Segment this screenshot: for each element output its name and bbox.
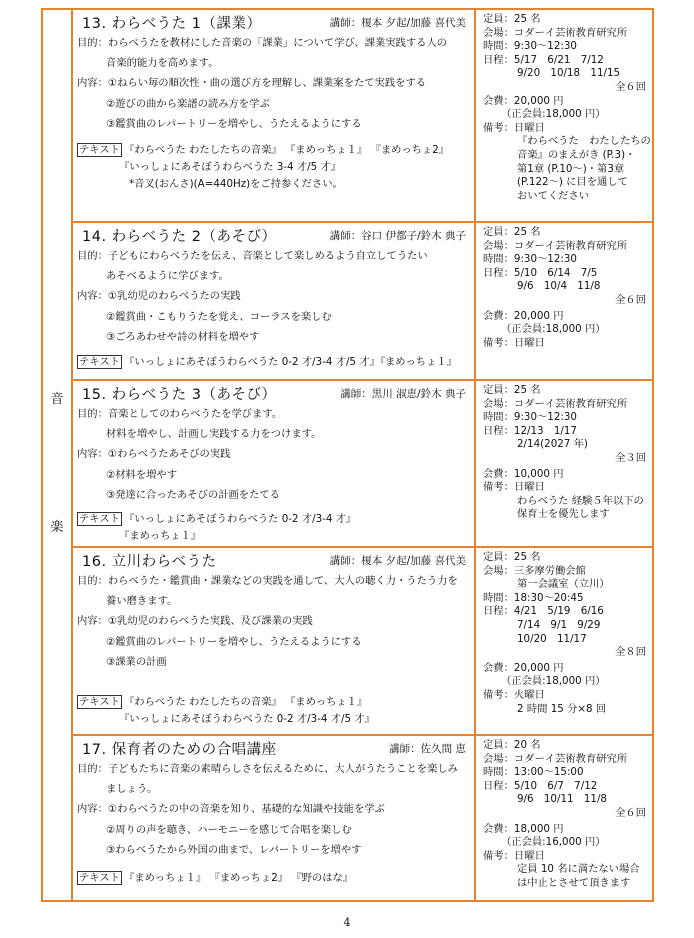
info-line: 会場：コダーイ芸術教育研究所 — [483, 752, 628, 765]
course-info — [478, 223, 652, 379]
content-line: 内容：①ねらい毎の順次性・曲の選び方を理解し、課業案をたて実践をする — [77, 77, 427, 90]
text-label: テキスト — [79, 696, 120, 709]
purpose-line: 目的：わらべうたを教材にした音楽の「課業」について学び、課業実践する人の — [77, 37, 448, 49]
course-description — [73, 223, 476, 379]
text-line: 『まめっちょ１』 — [119, 530, 202, 543]
content-line: 内容：①わらべうたあそびの実践 — [77, 448, 231, 461]
info-line: （正会員:18,000 円） — [501, 323, 606, 336]
info-line: 音楽』のまえがき (P.3)・ — [517, 148, 636, 161]
info-line: 9/6 10/4 11/8 — [517, 280, 601, 293]
info-line: 全６回 — [615, 80, 646, 93]
info-line: 会費：20,000 円 — [483, 309, 564, 322]
info-line: 会費：10,000 円 — [483, 467, 564, 480]
info-line: 全６回 — [615, 806, 646, 819]
info-line: 時間：13:00～15:00 — [483, 766, 584, 779]
page-number: 4 — [343, 916, 351, 929]
content-line: ②鑑賞曲・こもりうたを覚え、コーラスを楽しむ — [106, 310, 332, 323]
course-13 — [73, 10, 652, 223]
course-title: 17. 保育者のための合唱講座 — [82, 742, 277, 758]
content-line: ③発達に合ったあそびの計画をたてる — [106, 488, 280, 501]
course-title: 15. わらべうた 3（あそび） — [82, 387, 277, 403]
course-info — [478, 10, 652, 221]
info-line: 会場：三多摩労働会館 — [483, 564, 586, 577]
course-instructor: 講師：榎本 夕起/加藤 喜代美 — [329, 17, 466, 29]
content-line: ③ごろあわせや詩の材料を増やす — [106, 330, 260, 343]
text-line: テキスト 『いっしょにあそぼうわらべうた 0-2 才/3-4 才』 — [79, 513, 357, 526]
info-line: 時間：9:30～12:30 — [483, 411, 577, 424]
info-line: 第1章 (P.10～)・第3章 — [517, 162, 625, 175]
purpose-line: 材料を増やし、計画し実践する力をつけます。 — [106, 428, 322, 441]
info-line: 2 時間 15 分×8 回 — [517, 702, 607, 715]
text-line: テキスト 『いっしょにあそぼうわらべうた 0-2 才/3-4 才/5 才』『まめっちょ１』 — [79, 356, 457, 369]
content-line: ②材料を増やす — [106, 468, 178, 481]
info-line: 会場：コダーイ芸術教育研究所 — [483, 397, 628, 410]
course-instructor: 講師：佐久間 恵 — [389, 743, 466, 755]
purpose-line: 目的：子どもたちに音楽の素晴らしさを伝えるために、大人がうたうことを楽しみ — [77, 763, 458, 775]
info-line: 定員：25 名 — [483, 551, 541, 563]
info-line: 備考：火曜日 — [483, 688, 545, 701]
course-instructor: 講師：谷口 伊都子/鈴木 典子 — [329, 230, 466, 242]
course-17 — [73, 736, 652, 902]
purpose-line: 音楽的能力を高めます。 — [106, 57, 219, 70]
info-line: 日程：5/10 6/14 7/5 — [483, 266, 598, 279]
course-title: 13. わらべうた 1（課業） — [82, 16, 262, 32]
info-line: 備考：日曜日 — [483, 336, 545, 349]
course-info — [478, 736, 652, 902]
info-line: 会費：20,000 円 — [483, 94, 564, 107]
purpose-line: あそべるように学びます。 — [106, 270, 229, 283]
course-description — [73, 381, 476, 546]
course-title: 16. 立川わらべうた — [82, 554, 217, 570]
course-table — [41, 8, 654, 902]
purpose-line: ましょう。 — [106, 783, 158, 796]
content-line: ③わらべうたから外国の曲まで、レパートリーを増やす — [106, 843, 362, 856]
info-line: 備考：日曜日 — [483, 481, 545, 494]
section-label-char: 音 — [50, 392, 64, 407]
info-line: 『わらべうた わたしたちの — [517, 135, 651, 148]
info-line: (P.122～) に目を通して — [517, 176, 628, 189]
course-description — [73, 736, 476, 902]
info-line: 日程：4/21 5/19 6/16 — [483, 605, 604, 618]
info-line: 9/6 10/11 11/8 — [517, 793, 607, 806]
info-line: 9/20 10/18 11/15 — [517, 67, 621, 80]
info-line: 日程：12/13 1/17 — [483, 424, 577, 437]
info-line: 2/14(2027 年) — [517, 438, 588, 451]
info-line: 日程：5/10 6/7 7/12 — [483, 779, 598, 792]
purpose-line: 目的：わらべうた・鑑賞曲・課業などの実践を通して、大人の聴く力・うたう力を — [77, 575, 458, 587]
course-description — [73, 548, 476, 734]
info-line: 会場：コダーイ芸術教育研究所 — [483, 26, 628, 39]
info-line: 全８回 — [615, 646, 646, 659]
info-line: 定員：25 名 — [483, 226, 541, 238]
info-line: 時間：9:30～12:30 — [483, 253, 577, 266]
purpose-line: 目的：子どもにわらべうたを伝え、音楽として楽しめるよう自立してうたい — [77, 250, 428, 262]
content-line: ③鑑賞曲のレパートリーを増やし、うたえるようにする — [106, 117, 362, 130]
course-instructor: 講師：黒川 淑恵/鈴木 典子 — [340, 388, 466, 400]
info-line: 会費：20,000 円 — [483, 661, 564, 674]
course-info — [478, 381, 652, 546]
content-line: ③課業の計画 — [106, 655, 167, 668]
content-line: 内容：①乳幼児のわらべうたの実践 — [77, 290, 241, 303]
course-14 — [73, 223, 652, 381]
info-line: 保育士を優先します — [517, 508, 610, 521]
purpose-line: 目的：音楽としてのわらべうたを学びます。 — [77, 408, 283, 420]
content-line: ②周りの声を聴き、ハーモニーを感じて合唱を楽しむ — [106, 823, 352, 836]
text-line: *音叉(おんさ)(A=440Hz)をご持参ください。 — [129, 178, 343, 191]
course-info — [478, 548, 652, 734]
course-15 — [73, 381, 652, 548]
info-line: （正会員:18,000 円） — [501, 675, 606, 688]
info-line: 10/20 11/17 — [517, 632, 587, 645]
info-line: （正会員:16,000 円） — [501, 836, 606, 849]
text-line: 『いっしょにあそぼうわらべうた 0-2 才/3-4 才/5 才』 — [119, 713, 375, 726]
content-line: ②鑑賞曲のレパートリーを増やし、うたえるようにする — [106, 635, 362, 648]
info-line: 備考：日曜日 — [483, 849, 545, 862]
info-line: 時間：9:30～12:30 — [483, 40, 577, 53]
info-line: （正会員:18,000 円） — [501, 108, 606, 121]
info-line: は中止とさせて頂きます — [517, 876, 631, 889]
text-line: 『いっしょにあそぼうわらべうた 3-4 才/5 才』 — [119, 161, 342, 174]
info-line: 定員：25 名 — [483, 13, 541, 25]
info-line: 全６回 — [615, 293, 646, 306]
section-label-column — [43, 10, 73, 900]
purpose-line: 養い磨きます。 — [106, 595, 178, 608]
info-line: 時間：18:30～20:45 — [483, 591, 584, 604]
course-16 — [73, 548, 652, 736]
info-line: 全３回 — [615, 451, 646, 464]
info-line: 日程：5/17 6/21 7/12 — [483, 53, 604, 66]
text-label: テキスト — [79, 872, 120, 885]
course-title: 14. わらべうた 2（あそび） — [82, 229, 277, 245]
info-line: 定員：20 名 — [483, 739, 541, 751]
content-line: 内容：①わらべうたの中の音楽を知り、基礎的な知識や技能を学ぶ — [77, 803, 385, 816]
info-line: わらべうた 経験５年以下の — [517, 494, 644, 507]
section-label-char: 楽 — [50, 520, 64, 535]
info-line: 第一会議室（立川） — [517, 578, 610, 591]
text-line: テキスト 『まめっちょ１』 『まめっちょ2』 『野のはな』 — [79, 872, 354, 885]
course-description — [73, 10, 476, 221]
text-label: テキスト — [79, 356, 120, 369]
info-line: 会場：コダーイ芸術教育研究所 — [483, 239, 628, 252]
info-line: 定員 10 名に満たない場合 — [517, 863, 640, 876]
info-line: 会費：18,000 円 — [483, 822, 564, 835]
info-line: 定員：25 名 — [483, 384, 541, 396]
info-line: おいてください — [517, 189, 590, 202]
course-instructor: 講師：榎本 夕起/加藤 喜代美 — [329, 555, 466, 567]
text-line: テキスト 『わらべうた わたしたちの音楽』 『まめっちょ１』 — [79, 696, 368, 709]
content-line: ②遊びの曲から楽譜の読み方を学ぶ — [106, 97, 270, 110]
content-line: 内容：①乳幼児のわらべうた実践、及び課業の実践 — [77, 615, 313, 628]
text-label: テキスト — [79, 144, 120, 157]
text-label: テキスト — [79, 513, 120, 526]
info-line: 備考：日曜日 — [483, 121, 545, 134]
text-line: テキスト 『わらべうた わたしたちの音楽』 『まめっちょ１』 『まめっちょ2』 — [79, 144, 450, 157]
info-line: 7/14 9/1 9/29 — [517, 618, 601, 631]
